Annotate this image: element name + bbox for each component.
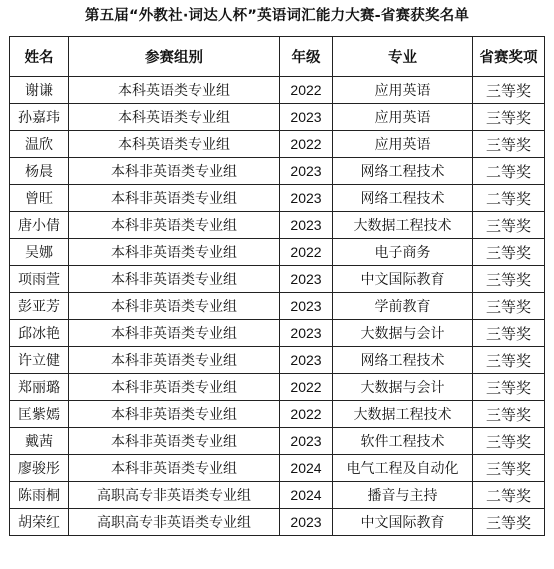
cell-award: 三等奖 bbox=[473, 455, 545, 482]
cell-name: 戴茜 bbox=[10, 428, 69, 455]
cell-group: 本科非英语类专业组 bbox=[69, 374, 280, 401]
cell-year: 2022 bbox=[280, 77, 333, 104]
cell-name: 匡紫嫣 bbox=[10, 401, 69, 428]
cell-group: 本科非英语类专业组 bbox=[69, 158, 280, 185]
cell-year: 2023 bbox=[280, 509, 333, 536]
cell-group: 本科非英语类专业组 bbox=[69, 320, 280, 347]
table-body bbox=[10, 77, 545, 536]
cell-group: 高职高专非英语类专业组 bbox=[69, 482, 280, 509]
cell-major: 大数据工程技术 bbox=[333, 212, 473, 239]
cell-award: 三等奖 bbox=[473, 509, 545, 536]
table-row bbox=[10, 131, 545, 158]
table-row bbox=[10, 212, 545, 239]
cell-group: 本科非英语类专业组 bbox=[69, 347, 280, 374]
table-row bbox=[10, 509, 545, 536]
table-row bbox=[10, 239, 545, 266]
table-header-row bbox=[10, 37, 545, 77]
cell-name: 许立健 bbox=[10, 347, 69, 374]
header-award: 省赛奖项 bbox=[473, 37, 545, 77]
cell-award: 三等奖 bbox=[473, 401, 545, 428]
cell-year: 2023 bbox=[280, 212, 333, 239]
cell-year: 2023 bbox=[280, 347, 333, 374]
cell-name: 陈雨桐 bbox=[10, 482, 69, 509]
table-row bbox=[10, 482, 545, 509]
cell-year: 2023 bbox=[280, 104, 333, 131]
cell-group: 本科非英语类专业组 bbox=[69, 266, 280, 293]
cell-group: 本科非英语类专业组 bbox=[69, 401, 280, 428]
header-year: 年级 bbox=[280, 37, 333, 77]
cell-name: 唐小倩 bbox=[10, 212, 69, 239]
cell-major: 大数据与会计 bbox=[333, 320, 473, 347]
table-row bbox=[10, 320, 545, 347]
cell-award: 三等奖 bbox=[473, 239, 545, 266]
cell-year: 2023 bbox=[280, 158, 333, 185]
cell-group: 本科非英语类专业组 bbox=[69, 428, 280, 455]
table-row bbox=[10, 374, 545, 401]
cell-year: 2023 bbox=[280, 266, 333, 293]
cell-name: 邱冰艳 bbox=[10, 320, 69, 347]
cell-year: 2023 bbox=[280, 293, 333, 320]
table-row bbox=[10, 455, 545, 482]
cell-year: 2022 bbox=[280, 131, 333, 158]
cell-award: 三等奖 bbox=[473, 320, 545, 347]
cell-name: 孙嘉玮 bbox=[10, 104, 69, 131]
table-row bbox=[10, 401, 545, 428]
cell-name: 谢谦 bbox=[10, 77, 69, 104]
cell-major: 播音与主持 bbox=[333, 482, 473, 509]
cell-name: 胡荣红 bbox=[10, 509, 69, 536]
cell-major: 电气工程及自动化 bbox=[333, 455, 473, 482]
cell-award: 二等奖 bbox=[473, 482, 545, 509]
table-row bbox=[10, 293, 545, 320]
cell-award: 三等奖 bbox=[473, 293, 545, 320]
cell-award: 三等奖 bbox=[473, 77, 545, 104]
cell-year: 2023 bbox=[280, 428, 333, 455]
cell-major: 应用英语 bbox=[333, 131, 473, 158]
header-name: 姓名 bbox=[10, 37, 69, 77]
cell-award: 三等奖 bbox=[473, 266, 545, 293]
cell-award: 三等奖 bbox=[473, 131, 545, 158]
cell-award: 三等奖 bbox=[473, 374, 545, 401]
document-title: 第五届“外教社·词达人杯”英语词汇能力大赛-省赛获奖名单 bbox=[84, 8, 470, 24]
cell-name: 曾旺 bbox=[10, 185, 69, 212]
cell-group: 本科非英语类专业组 bbox=[69, 455, 280, 482]
cell-major: 中文国际教育 bbox=[333, 509, 473, 536]
cell-year: 2022 bbox=[280, 401, 333, 428]
cell-major: 网络工程技术 bbox=[333, 185, 473, 212]
cell-award: 三等奖 bbox=[473, 212, 545, 239]
cell-award: 二等奖 bbox=[473, 185, 545, 212]
table-row bbox=[10, 347, 545, 374]
cell-award: 三等奖 bbox=[473, 347, 545, 374]
cell-group: 本科英语类专业组 bbox=[69, 131, 280, 158]
cell-major: 学前教育 bbox=[333, 293, 473, 320]
table-row bbox=[10, 77, 545, 104]
cell-name: 杨晨 bbox=[10, 158, 69, 185]
cell-name: 彭亚芳 bbox=[10, 293, 69, 320]
cell-major: 网络工程技术 bbox=[333, 347, 473, 374]
cell-group: 本科英语类专业组 bbox=[69, 77, 280, 104]
cell-major: 网络工程技术 bbox=[333, 158, 473, 185]
cell-name: 郑丽璐 bbox=[10, 374, 69, 401]
table-row bbox=[10, 266, 545, 293]
cell-name: 吴娜 bbox=[10, 239, 69, 266]
cell-major: 电子商务 bbox=[333, 239, 473, 266]
cell-major: 大数据与会计 bbox=[333, 374, 473, 401]
cell-major: 大数据工程技术 bbox=[333, 401, 473, 428]
table-row bbox=[10, 428, 545, 455]
cell-name: 项雨萱 bbox=[10, 266, 69, 293]
award-table bbox=[9, 36, 545, 536]
table-row bbox=[10, 158, 545, 185]
cell-name: 温欣 bbox=[10, 131, 69, 158]
cell-year: 2022 bbox=[280, 239, 333, 266]
cell-group: 高职高专非英语类专业组 bbox=[69, 509, 280, 536]
cell-year: 2024 bbox=[280, 455, 333, 482]
cell-year: 2022 bbox=[280, 374, 333, 401]
cell-year: 2023 bbox=[280, 185, 333, 212]
cell-award: 三等奖 bbox=[473, 104, 545, 131]
cell-major: 软件工程技术 bbox=[333, 428, 473, 455]
cell-group: 本科非英语类专业组 bbox=[69, 185, 280, 212]
cell-year: 2023 bbox=[280, 320, 333, 347]
table-row bbox=[10, 185, 545, 212]
cell-major: 应用英语 bbox=[333, 77, 473, 104]
table-row bbox=[10, 104, 545, 131]
cell-name: 廖骏彤 bbox=[10, 455, 69, 482]
cell-group: 本科英语类专业组 bbox=[69, 104, 280, 131]
cell-group: 本科非英语类专业组 bbox=[69, 239, 280, 266]
cell-award: 三等奖 bbox=[473, 428, 545, 455]
header-major: 专业 bbox=[333, 37, 473, 77]
header-group: 参赛组别 bbox=[69, 37, 280, 77]
cell-group: 本科非英语类专业组 bbox=[69, 212, 280, 239]
cell-major: 应用英语 bbox=[333, 104, 473, 131]
cell-group: 本科非英语类专业组 bbox=[69, 293, 280, 320]
cell-major: 中文国际教育 bbox=[333, 266, 473, 293]
cell-year: 2024 bbox=[280, 482, 333, 509]
cell-award: 二等奖 bbox=[473, 158, 545, 185]
